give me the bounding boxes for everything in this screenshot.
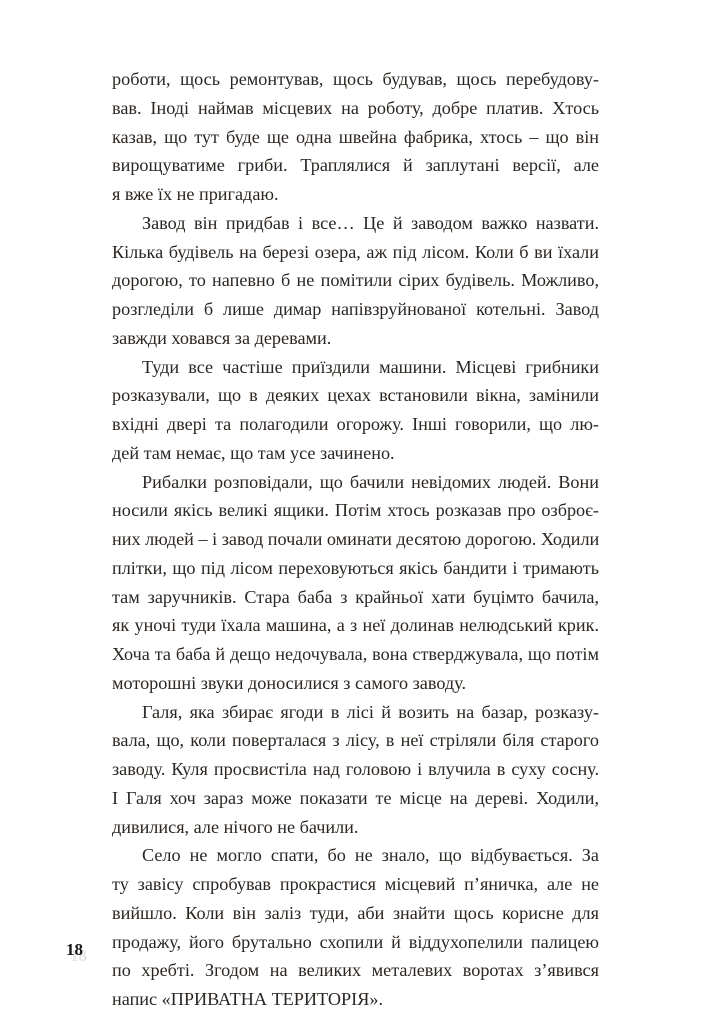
page-number: 18 (66, 940, 83, 959)
text-line: там заручників. Стара баба з крайньої хати буцімто бачила, (112, 586, 599, 607)
text-line: заводу. Куля просвистіла над головою і влучила в суху сосну. (112, 759, 599, 779)
text-line: розказували, що в деяких цехах встановили вікна, замінили (112, 385, 599, 406)
text-line: Завод він придбав і все… Це й заводом важко назвати. (142, 212, 599, 233)
text-line: Галя, яка збирає ягоди в лісі й возить на базар, розказу- (142, 701, 599, 722)
text-line: розгледіли б лише димар напівзруйнованої котельні. Завод (112, 299, 599, 319)
paragraph (112, 841, 599, 1014)
text-line: Село не могло спати, бо не знало, що відбувається. За (142, 845, 599, 866)
text-line: Кілька будівель на березі озера, аж під лісом. Коли б ви їхали (112, 241, 599, 262)
paragraph (112, 468, 599, 698)
text-line: продажу, його брутально схопили й віддухопелили палицею (112, 931, 599, 952)
text-line: Туди все частіше приїздили машини. Місцеві грибники (142, 356, 599, 377)
text-line: дей там немає, що там усе зачинено. (112, 442, 395, 463)
text-line: Рибалки розповідали, що бачили невідомих людей. Вони (142, 471, 599, 492)
text-line: вав. Іноді наймав місцевих на роботу, добре платив. Хтось (112, 97, 599, 118)
text-line: моторошні звуки доносилися з самого заводу. (112, 672, 466, 693)
text-line: по хребті. Згодом на великих металевих воротах з’явився (112, 960, 599, 981)
text-line: як уночі туди їхала машина, а з неї долинав нелюдський крик. (112, 615, 599, 636)
text-line: вала, що, коли поверталася з лісу, в неї стріляли біля старого (112, 730, 599, 751)
text-line: ту завісу спробував прокрастися місцевий п’яничка, але не (112, 874, 599, 894)
text-line: завжди ховався за деревами. (112, 327, 332, 348)
text-line: них людей – і завод почали оминати десятою дорогою. Ходили (112, 529, 600, 549)
text-line: вийшло. Коли він заліз туди, аби знайти щось корисне для (112, 902, 599, 923)
paragraph (112, 209, 599, 353)
text-line: вхідні двері та полагодили огорожу. Інші говорили, що лю- (112, 414, 599, 434)
text-line: дорогою, то напевно б не помітили сірих будівель. Можливо, (112, 270, 599, 291)
text-line: носили якісь великі ящики. Потім хтось розказав про озброє- (112, 500, 599, 521)
paragraph (112, 65, 599, 209)
page-body-text (112, 65, 599, 1014)
text-line: я вже їх не пригадаю. (112, 184, 279, 204)
text-line: вирощуватиме гриби. Траплялися й заплутані версії, але (112, 155, 599, 176)
text-line: І Галя хоч зараз може показати те місце на дереві. Ходили, (112, 787, 599, 808)
paragraph (112, 353, 599, 468)
text-line: напис «ПРИВАТНА ТЕРИТОРІЯ». (112, 989, 383, 1009)
text-line: дивилися, але нічого не бачили. (112, 816, 359, 837)
text-line: Хоча та баба й дещо недочувала, вона стверджувала, що потім (112, 644, 599, 664)
text-line: казав, що тут буде ще одна швейна фабрика, хтось – що він (112, 126, 599, 147)
text-line: плітки, що під лісом переховуються якісь бандити і тримають (112, 557, 599, 578)
paragraph (112, 698, 599, 842)
text-line: роботи, щось ремонтував, щось будував, щось перебудову- (112, 69, 599, 89)
